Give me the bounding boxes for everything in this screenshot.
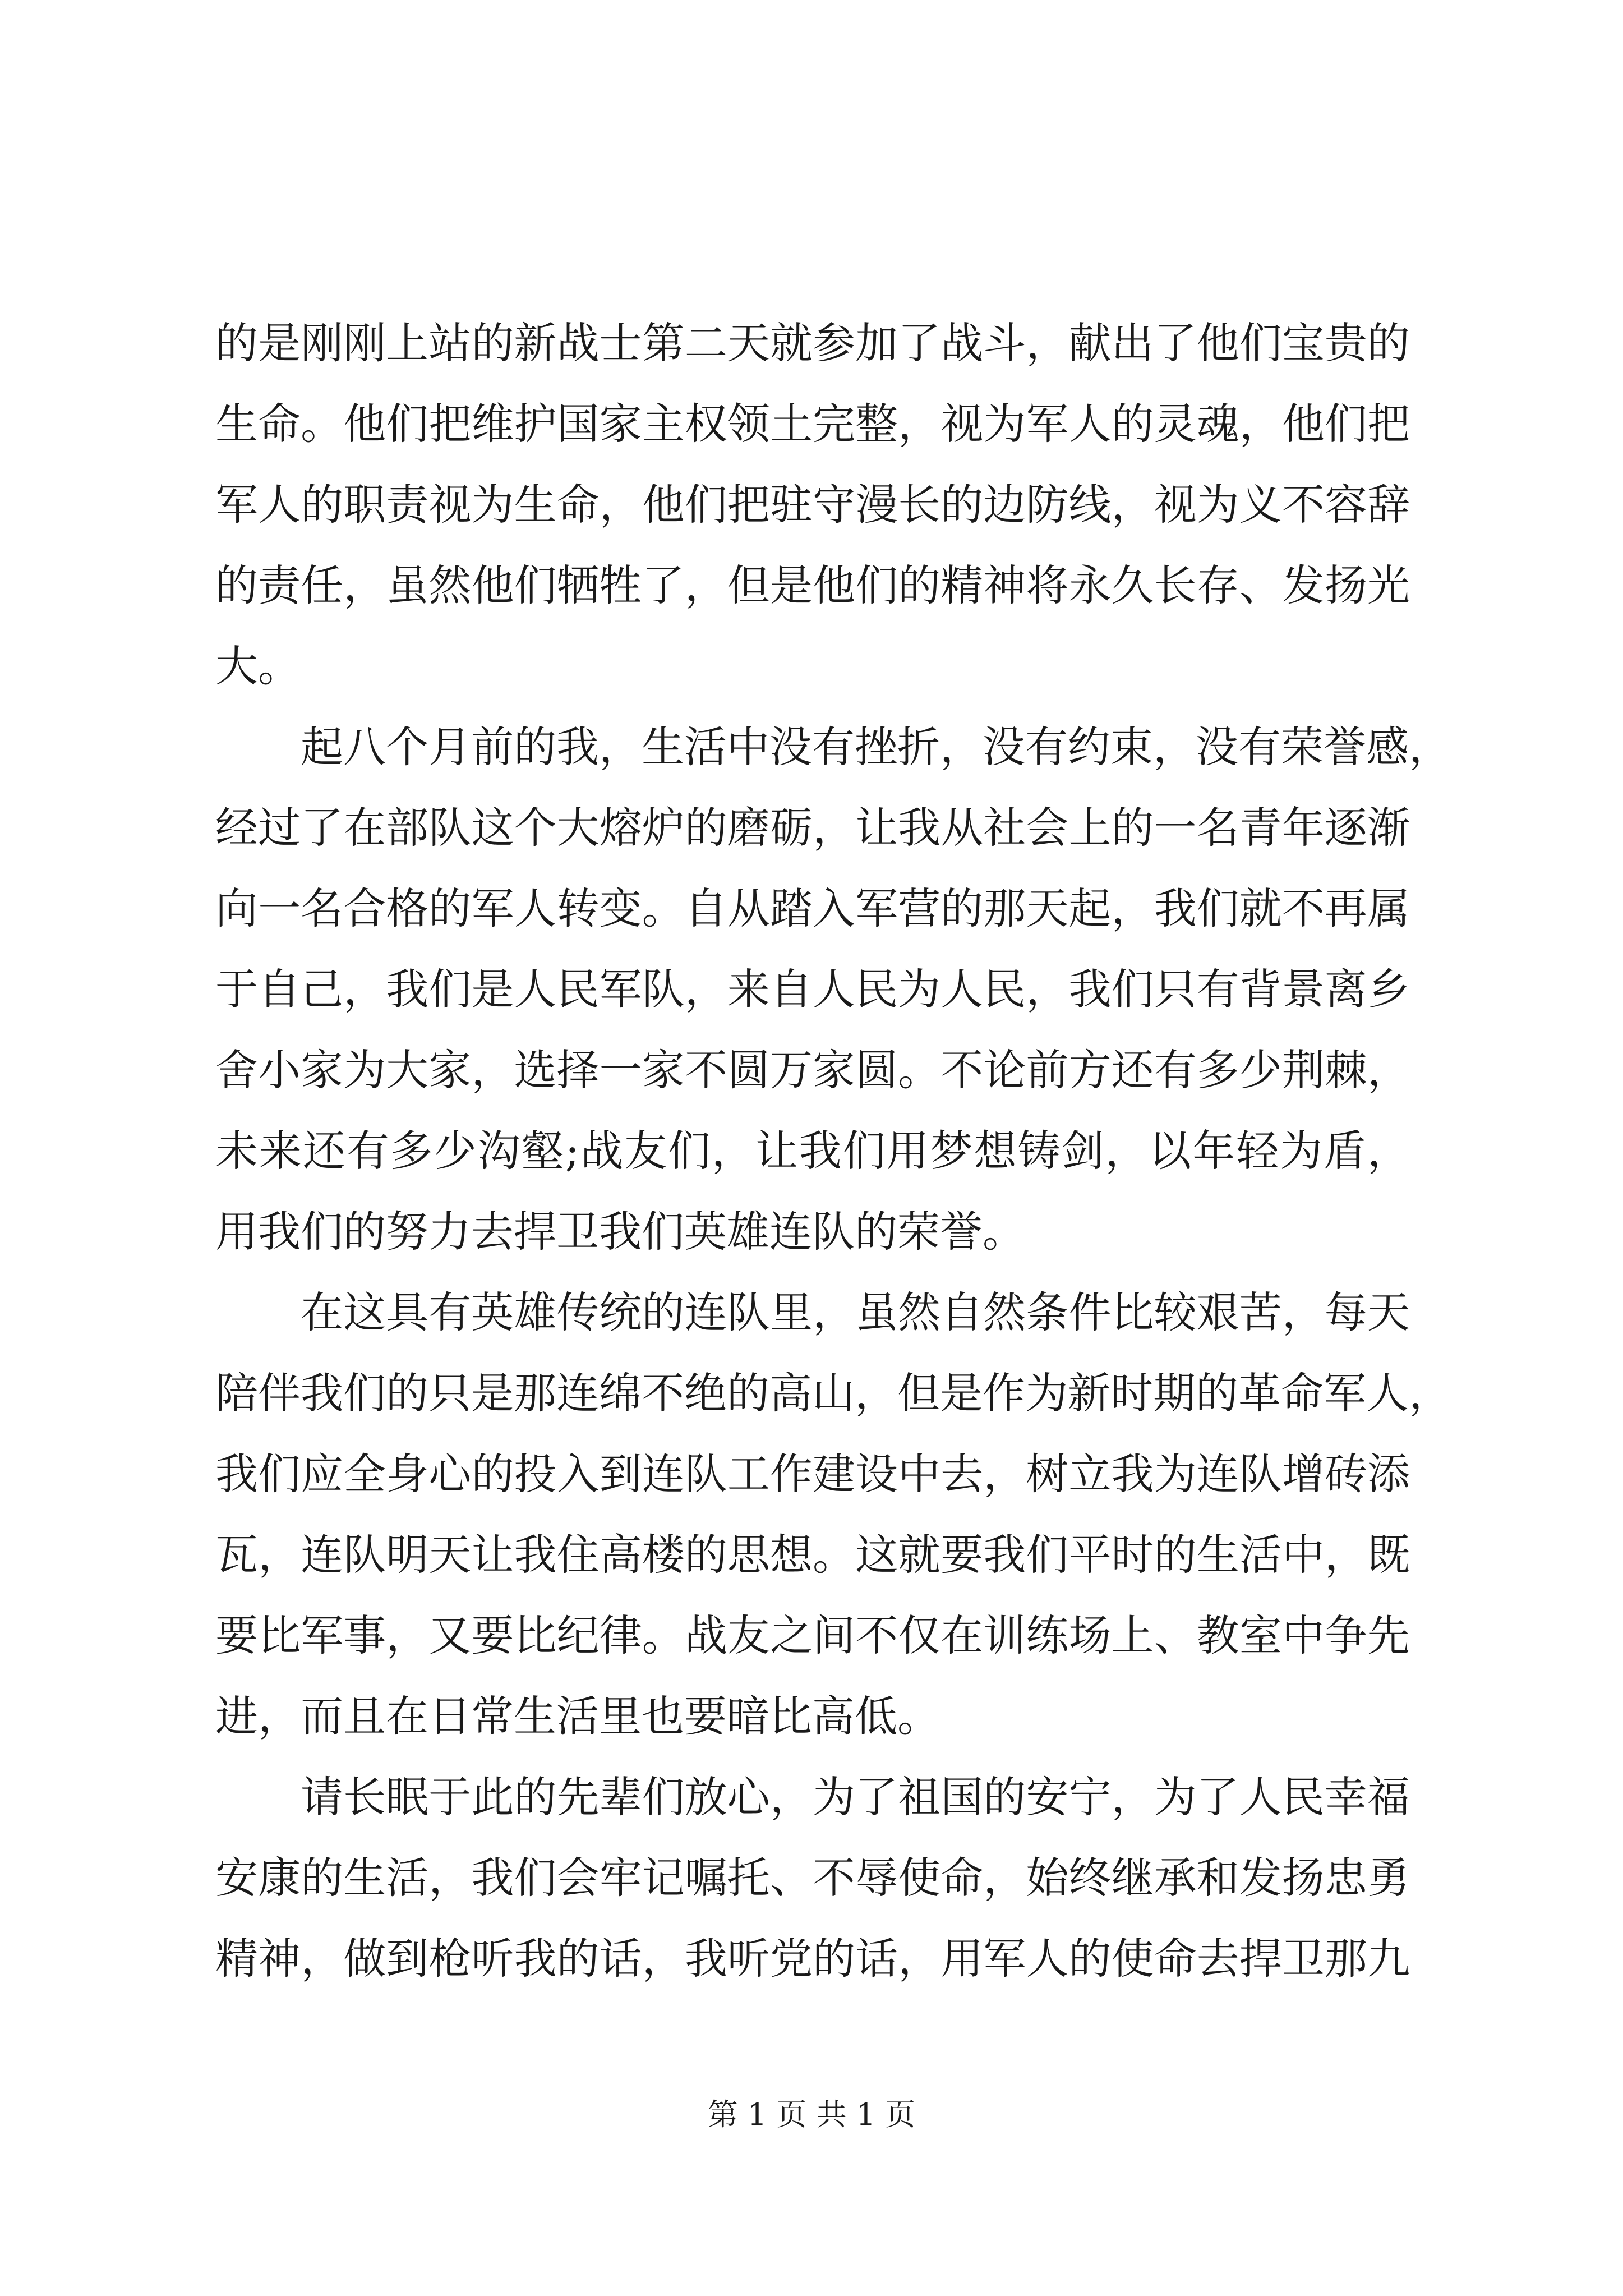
text-line: 的是刚刚上站的新战士第二天就参加了战斗，献出了他们宝贵的 <box>215 318 1410 368</box>
document-body <box>215 303 1451 1999</box>
text-line: 在这具有英雄传统的连队里，虽然自然条件比较艰苦，每天 <box>301 1287 1410 1337</box>
text-line: 舍小家为大家，选择一家不圆万家圆。不论前方还有多少荆棘， <box>215 1045 1410 1095</box>
page-number-footer: 第 1 页 共 1 页 <box>707 2097 916 2132</box>
text-line: 军人的职责视为生命，他们把驻守漫长的边防线，视为义不容辞 <box>215 480 1410 530</box>
text-line: 安康的生活，我们会牢记嘱托、不辱使命，始终继承和发扬忠勇 <box>215 1853 1410 1903</box>
text-line: 陪伴我们的只是那连绵不绝的高山，但是作为新时期的革命军人， <box>215 1368 1451 1418</box>
text-line: 生命。他们把维护国家主权领土完整，视为军人的灵魂，他们把 <box>215 399 1410 449</box>
text-line: 请长眠于此的先辈们放心，为了祖国的安宁，为了人民幸福 <box>301 1772 1410 1822</box>
text-line: 瓦，连队明天让我住高楼的思想。这就要我们平时的生活中，既 <box>215 1530 1410 1580</box>
text-line: 的责任，虽然他们牺牲了，但是他们的精神将永久长存、发扬光 <box>215 560 1410 610</box>
text-line: 进，而且在日常生活里也要暗比高低。 <box>215 1691 940 1741</box>
text-line: 用我们的努力去捍卫我们英雄连队的荣誉。 <box>215 1207 1025 1257</box>
text-line: 精神，做到枪听我的话，我听党的话，用军人的使命去捍卫那九 <box>215 1934 1410 1984</box>
text-line: 经过了在部队这个大熔炉的磨砺，让我从社会上的一名青年逐渐 <box>215 803 1410 853</box>
text-line: 起八个月前的我，生活中没有挫折，没有约束，没有荣誉感， <box>301 722 1451 772</box>
text-line: 未来还有多少沟壑;战友们，让我们用梦想铸剑，以年轻为盾， <box>215 1126 1410 1176</box>
text-line: 于自己，我们是人民军队，来自人民为人民，我们只有背景离乡 <box>215 964 1410 1014</box>
text-line: 向一名合格的军人转变。自从踏入军营的那天起，我们就不再属 <box>215 884 1410 933</box>
text-line: 大。 <box>215 641 301 691</box>
text-line: 我们应全身心的投入到连队工作建设中去，树立我为连队增砖添 <box>215 1449 1410 1499</box>
text-line: 要比军事，又要比纪律。战友之间不仅在训练场上、教室中争先 <box>215 1611 1410 1660</box>
